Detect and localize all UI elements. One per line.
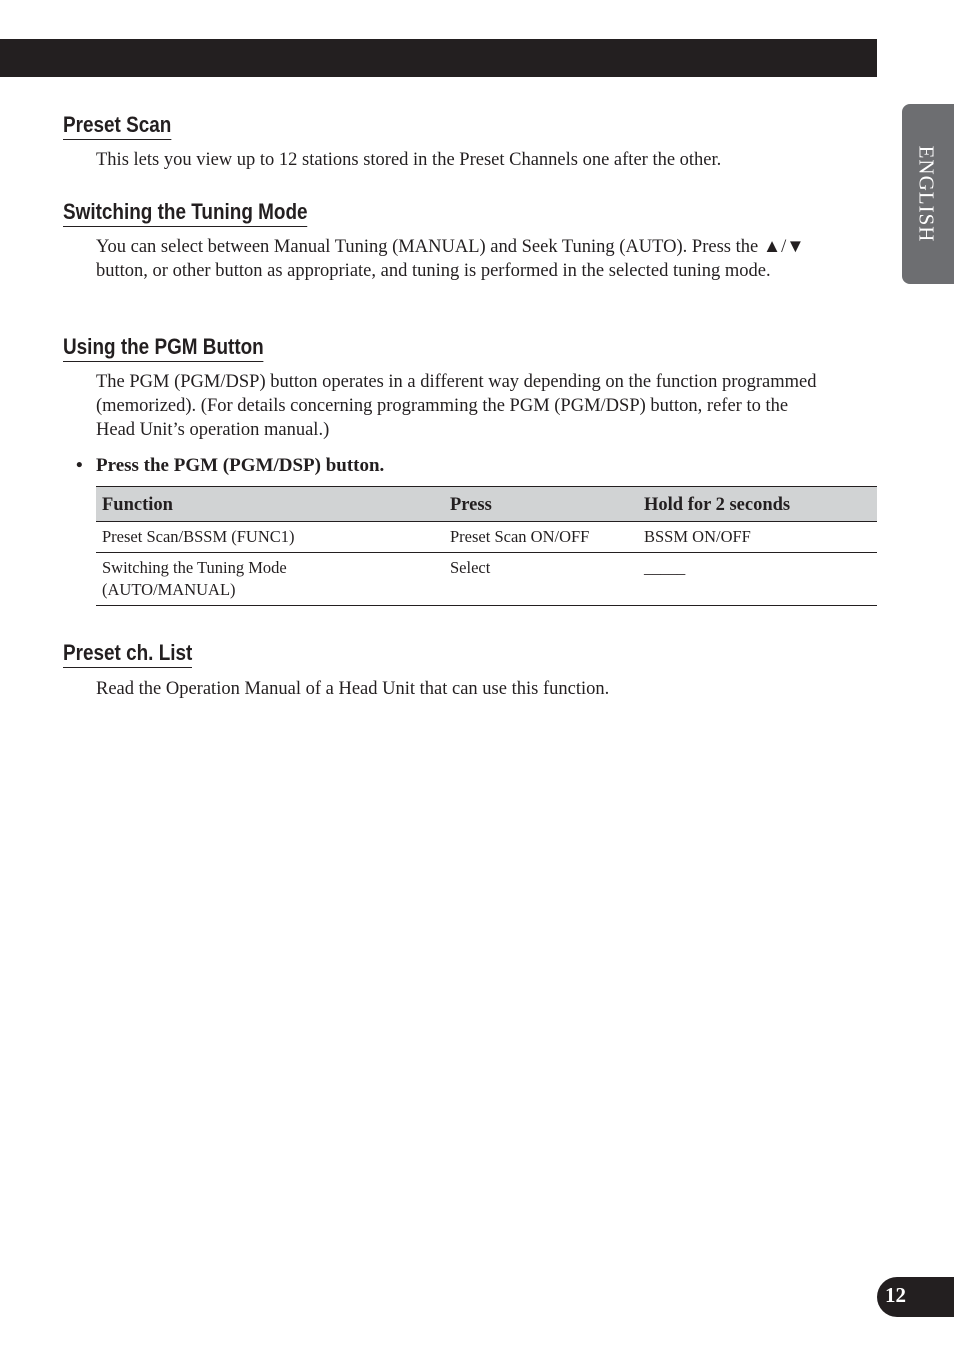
table-cell: BSSM ON/OFF: [638, 522, 877, 553]
table-cell: _____: [638, 553, 877, 606]
pgm-bullet: [76, 454, 384, 478]
heading-pgm-button: Using the PGM Button: [63, 334, 264, 362]
pgm-button-text: The PGM (PGM/DSP) button operates in a different way depending on the function programmed (memorized). (For details concerning programming the PGM (PGM/DSP) button, refer to the Head Unit’s operation manual.): [96, 372, 817, 440]
tuning-mode-text: You can select between Manual Tuning (MANUAL) and Seek Tuning (AUTO). Press the ▲/▼ button, or other button as appropriate, and tuning is performed in the selected tuning mode.: [96, 237, 805, 281]
table-row: [96, 553, 877, 606]
table-row: [96, 522, 877, 553]
header-bar: [0, 39, 877, 77]
preset-scan-text: This lets you view up to 12 stations stored in the Preset Channels one after the other.: [96, 150, 722, 170]
language-tab: [902, 104, 954, 284]
function-table: [96, 486, 877, 606]
page-number-badge: [877, 1277, 954, 1317]
table-header-function: Function: [96, 487, 444, 522]
pgm-bullet-text: Press the PGM (PGM/DSP) button.: [96, 455, 385, 476]
language-tab-label: ENGLISH: [914, 145, 939, 243]
page-number: 12: [885, 1283, 906, 1307]
preset-list-text: Read the Operation Manual of a Head Unit that can use this function.: [96, 679, 610, 699]
bullet-dot: •: [76, 455, 83, 476]
table-cell: Switching the Tuning Mode (AUTO/MANUAL): [96, 553, 444, 606]
table-header-press: Press: [444, 487, 638, 522]
heading-preset-list: Preset ch. List: [63, 640, 192, 668]
table-header-hold: Hold for 2 seconds: [638, 487, 877, 522]
heading-tuning-mode: Switching the Tuning Mode: [63, 199, 308, 227]
table-cell: Preset Scan/BSSM (FUNC1): [96, 522, 444, 553]
heading-preset-scan: Preset Scan: [63, 112, 171, 140]
table-header-row: [96, 487, 877, 522]
table-cell: Preset Scan ON/OFF: [444, 522, 638, 553]
table-cell: Select: [444, 553, 638, 606]
